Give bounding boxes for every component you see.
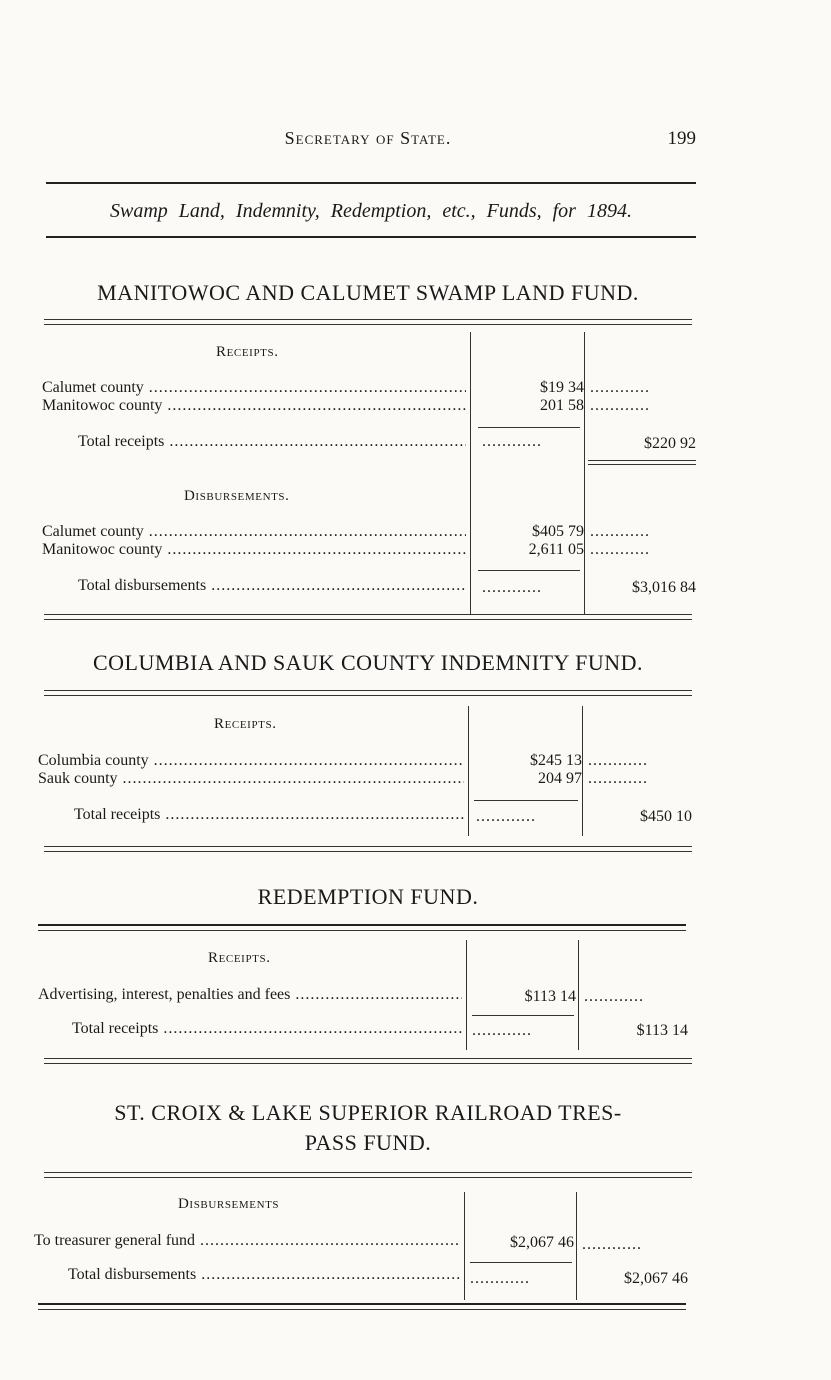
disbursement-name: Calumet county ..... <box>42 523 466 541</box>
fund-rule-bottom <box>44 1058 692 1064</box>
receipts-label: Receipts. <box>214 716 277 732</box>
disbursements-label: Disbursements. <box>184 488 290 504</box>
total-receipts-label: Total receipts ..... <box>78 433 466 451</box>
dot-leader: ............ <box>472 1022 532 1039</box>
receipts-label: Receipts. <box>208 950 271 966</box>
receipts-label: Receipts. <box>216 344 279 360</box>
fund-title-st-croix-line1: ST. CROIX & LAKE SUPERIOR RAILROAD TRES- <box>114 1100 622 1125</box>
fund-title-manitowoc-calumet: MANITOWOC AND CALUMET SWAMP LAND FUND. <box>97 280 639 305</box>
fund-title-st-croix-line2: PASS FUND. <box>304 1130 432 1155</box>
receipt-name: Calumet county ..... <box>42 379 466 397</box>
receipt-amount: $245 13 <box>530 752 582 769</box>
receipt-name: Manitowoc county ..... <box>42 397 466 415</box>
fund-rule-top <box>44 1172 692 1178</box>
receipt-amount: 204 97 <box>538 770 582 787</box>
column-divider <box>464 1192 465 1300</box>
dot-leader: ............ <box>590 397 650 414</box>
total-disbursements-label: Total disbursements ..... <box>68 1266 460 1284</box>
total-receipts-amount: $220 92 <box>644 435 696 452</box>
disbursements-label: Disbursements <box>178 1196 280 1212</box>
column-divider <box>584 332 585 614</box>
subtotal-rule <box>472 1015 574 1016</box>
receipt-name: Advertising, interest, penalties and fees ..... <box>38 986 462 1004</box>
disbursement-name: Manitowoc county ..... <box>42 541 466 559</box>
dot-leader: ............ <box>582 1236 642 1253</box>
column-divider <box>466 940 467 1050</box>
dot-leader: ............ <box>470 1270 530 1287</box>
disbursement-name: To treasurer general fund ..... <box>34 1232 460 1250</box>
total-disbursements-amount: $2,067 46 <box>624 1270 688 1287</box>
subtotal-rule <box>474 800 578 801</box>
running-head: Secretary of State. <box>284 128 452 148</box>
disbursement-amount: $2,067 46 <box>510 1234 574 1251</box>
fund-rule-top <box>44 690 692 696</box>
total-receipts-amount: $113 14 <box>636 1022 688 1039</box>
document-subtitle: Swamp Land, Indemnity, Redemption, etc., Funds, for 1894. <box>110 200 632 222</box>
subtotal-rule <box>478 427 580 428</box>
column-divider <box>578 940 579 1050</box>
fund-title-redemption: REDEMPTION FUND. <box>257 884 479 909</box>
receipt-name: Columbia county ..... <box>38 752 464 770</box>
column-divider <box>468 706 469 836</box>
fund-title-columbia-sauk: COLUMBIA AND SAUK COUNTY INDEMNITY FUND. <box>92 650 644 675</box>
dot-leader: ............ <box>476 808 536 825</box>
subtitle-rule <box>46 236 696 238</box>
total-disbursements-amount: $3,016 84 <box>632 579 696 596</box>
receipt-amount: $19 34 <box>540 379 584 396</box>
total-receipts-amount: $450 10 <box>640 808 692 825</box>
dot-leader: ............ <box>590 379 650 396</box>
column-divider <box>470 332 471 614</box>
dot-leader: ............ <box>584 988 644 1005</box>
dot-leader: ............ <box>482 579 542 596</box>
subtotal-rule <box>470 1262 572 1263</box>
dot-leader: ............ <box>588 752 648 769</box>
fund-rule-bottom <box>38 1303 686 1310</box>
page-header <box>38 128 698 154</box>
total-receipts-label: Total receipts ..... <box>74 806 464 824</box>
fund-rule-bottom <box>44 614 692 620</box>
fund-rule-top <box>44 319 692 325</box>
dot-leader: ............ <box>590 541 650 558</box>
total-receipts-label: Total receipts ..... <box>72 1020 462 1038</box>
total-double-rule <box>588 460 696 465</box>
column-divider <box>582 706 583 836</box>
page-number: 199 <box>667 128 696 149</box>
total-disbursements-label: Total disbursements ..... <box>78 577 466 595</box>
header-rule <box>46 182 696 184</box>
receipt-amount: 201 58 <box>540 397 584 414</box>
receipt-amount: $113 14 <box>524 988 576 1005</box>
dot-leader: ............ <box>588 770 648 787</box>
subtotal-rule <box>478 570 580 571</box>
disbursement-amount: 2,611 05 <box>528 541 584 558</box>
dot-leader: ............ <box>482 433 542 450</box>
dot-leader: ............ <box>590 523 650 540</box>
column-divider <box>576 1192 577 1300</box>
disbursement-amount: $405 79 <box>532 523 584 540</box>
fund-rule-bottom <box>44 846 692 852</box>
receipt-name: Sauk county ..... <box>38 770 464 788</box>
fund-rule-top <box>38 924 686 931</box>
